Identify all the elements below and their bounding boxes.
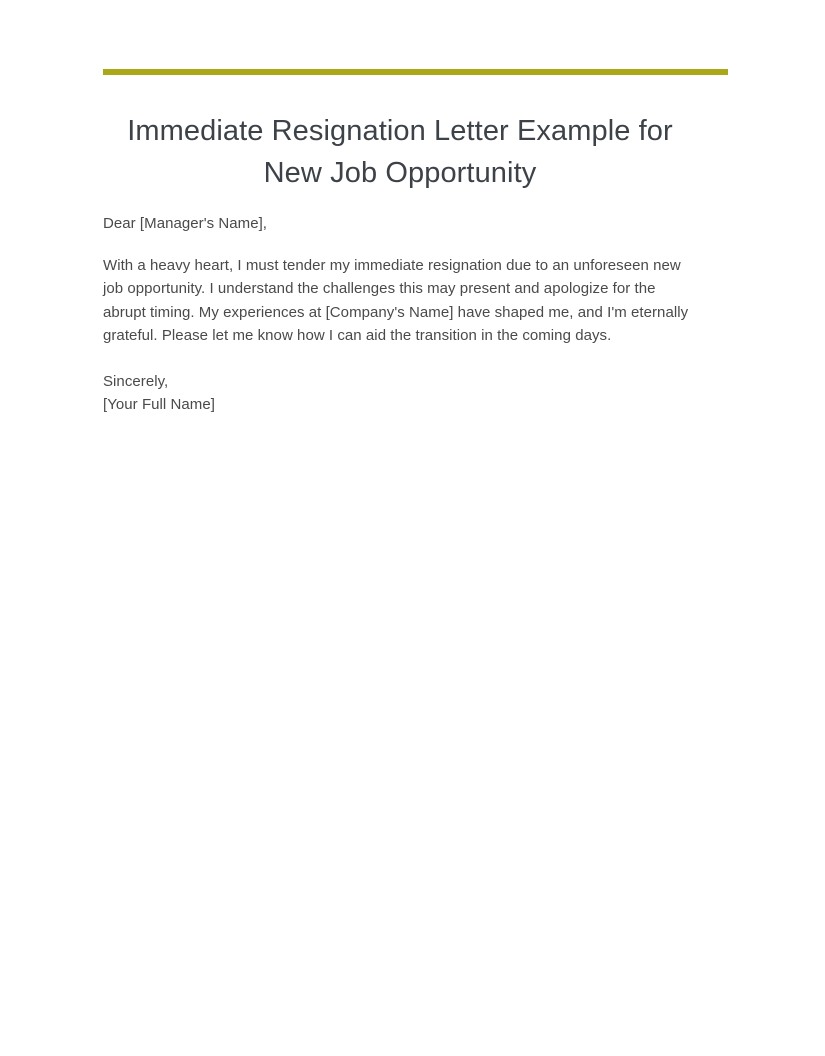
letter-paragraph: With a heavy heart, I must tender my immediate resignation due to an unforeseen new job opportunity. I understand the challenges this may present and apologize for the abrupt timing. My experiences at [Company's Name] have shaped me, and I'm eternally grateful. Please let me know how I can aid the transition in the coming days. — [103, 256, 689, 344]
document-content-column — [103, 0, 697, 417]
letter-closing-block — [103, 370, 697, 417]
letter-body — [103, 194, 697, 417]
letter-closing-phrase: Sincerely, — [103, 372, 169, 390]
letter-salutation: Dear [Manager's Name], — [103, 215, 268, 232]
page-title: Immediate Resignation Letter Example for New Job Opportunity — [127, 115, 673, 189]
letter-signature-name: [Your Full Name] — [103, 396, 215, 413]
